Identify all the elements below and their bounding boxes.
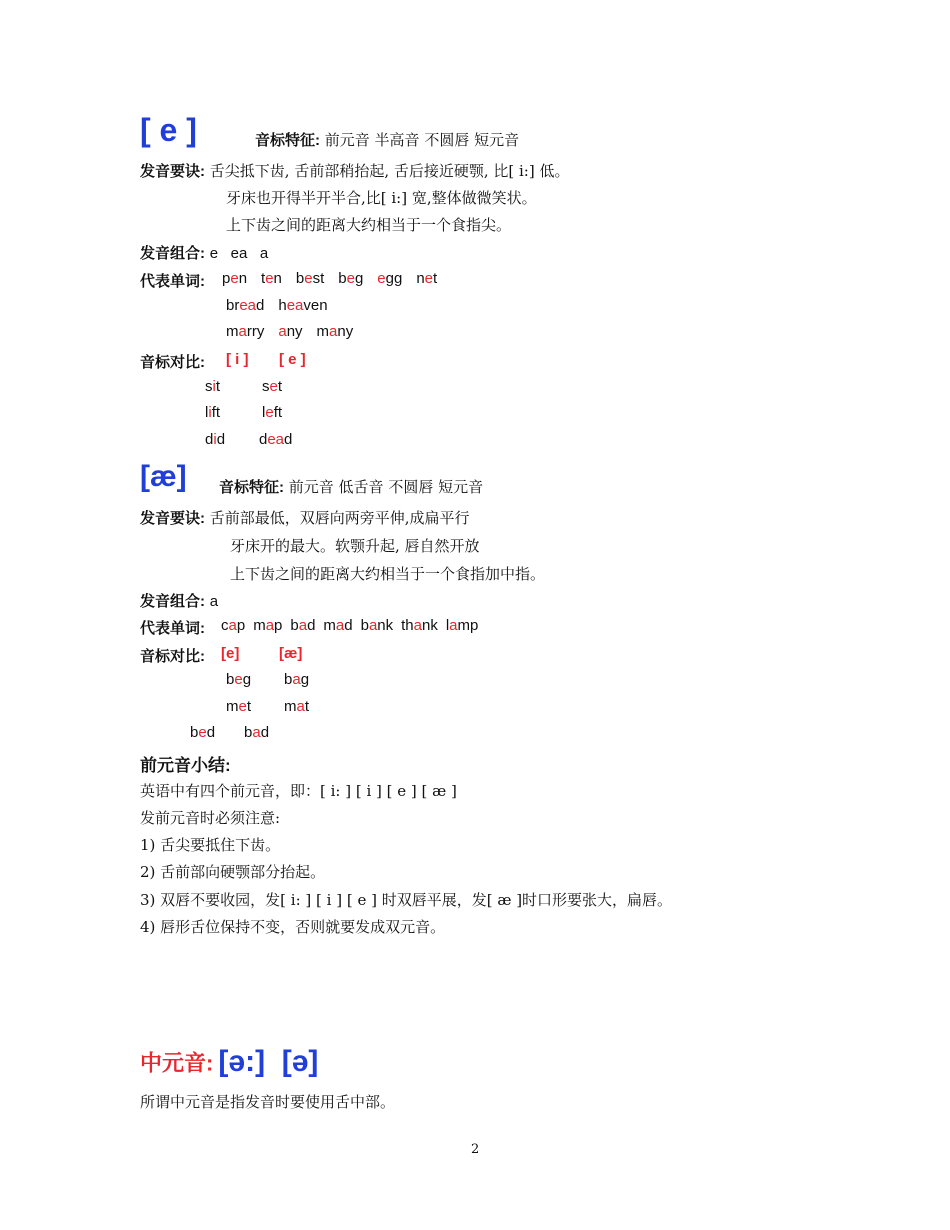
central-symbols: [ə:] [ə]: [218, 1045, 319, 1078]
words-label: 代表单词:: [140, 273, 205, 290]
tips-e-row-1: [140, 160, 569, 181]
summary-line: 发前元音时必须注意:: [140, 809, 281, 827]
highlighted-letters: e: [234, 671, 243, 688]
summary-point: 3) 双唇不要收园，发[ i: ] [ i ] [ e ] 时双唇平展，发[ æ ]时口形要张大，扁唇。: [140, 891, 673, 909]
example-word: thank: [401, 617, 438, 634]
central-heading: [140, 1045, 318, 1079]
compare-b: [ e ]: [279, 351, 306, 368]
highlighted-letters: a: [278, 323, 287, 340]
compare-label: 音标对比:: [140, 648, 205, 665]
tips-ae-row-1: [140, 507, 470, 528]
summary-line: 英语中有四个前元音，即：[ i: ] [ i ] [ e ] [ æ ]: [140, 782, 457, 800]
highlighted-letters: a: [265, 617, 275, 634]
pair-a: did: [205, 431, 226, 448]
example-word: bad: [290, 617, 316, 634]
compare-ae-row: [140, 645, 205, 666]
highlighted-letters: e: [265, 270, 274, 287]
example-word: lamp: [445, 617, 479, 634]
pair-b: bag: [284, 671, 310, 688]
highlighted-letters: e: [424, 270, 433, 287]
highlighted-letters: ea: [267, 431, 285, 448]
tips-label: 发音要诀:: [140, 510, 205, 527]
combo-text: a: [209, 593, 219, 610]
combo-label: 发音组合:: [140, 593, 205, 610]
compare-a: [e]: [221, 645, 240, 662]
example-word: net: [416, 270, 438, 287]
highlighted-letters: e: [198, 724, 207, 741]
highlighted-letters: i: [208, 404, 212, 421]
highlighted-letters: a: [298, 617, 308, 634]
features-label: 音标特征:: [219, 479, 284, 496]
example-word: many: [316, 323, 354, 340]
features-label: 音标特征:: [255, 132, 320, 149]
example-word: best: [295, 270, 325, 287]
highlighted-letters: a: [413, 617, 422, 634]
words-row: [221, 617, 486, 634]
pair-b: mat: [284, 698, 310, 715]
features-text: 前元音 低舌音 不圆唇 短元音: [288, 478, 484, 496]
highlighted-letters: e: [238, 698, 247, 715]
summary-point: 2) 舌前部向硬颚部分抬起。: [140, 863, 326, 881]
example-word: cap: [221, 617, 246, 634]
summary-title: 前元音小结:: [140, 756, 231, 775]
pair-b: dead: [259, 431, 293, 448]
example-word: bread: [226, 297, 265, 314]
tips-line: 上下齿之间的距离大约相当于一个食指尖。: [226, 216, 512, 234]
pair-a: met: [226, 698, 252, 715]
example-word: beg: [338, 270, 364, 287]
highlighted-letters: a: [292, 671, 301, 688]
pair-b: bad: [244, 724, 270, 741]
example-word: pen: [222, 270, 248, 287]
highlighted-letters: a: [449, 617, 458, 634]
combo-text: e ea a: [209, 245, 269, 262]
words-row: [226, 323, 367, 340]
highlighted-letters: e: [304, 270, 313, 287]
example-word: map: [253, 617, 283, 634]
phoneme-e-symbol: [ e ]: [140, 112, 197, 148]
highlighted-letters: e: [377, 270, 386, 287]
words-e-label-row: [140, 270, 205, 291]
combo-label: 发音组合:: [140, 245, 205, 262]
summary-point: 4) 唇形舌位保持不变，否则就要发成双元音。: [140, 918, 446, 936]
highlighted-letters: a: [238, 323, 247, 340]
highlighted-letters: e: [265, 404, 274, 421]
example-word: marry: [226, 323, 265, 340]
highlighted-letters: ea: [239, 297, 257, 314]
combo-e-row: [140, 242, 268, 263]
words-ae-label-row: [140, 617, 205, 638]
pair-b: set: [262, 378, 283, 395]
highlighted-letters: a: [252, 724, 261, 741]
central-label: 中元音:: [140, 1050, 214, 1076]
words-row: [222, 270, 451, 287]
phoneme-ae-features: [219, 476, 483, 497]
pair-a: beg: [226, 671, 252, 688]
combo-ae-row: [140, 590, 218, 611]
tips-line: 上下齿之间的距离大约相当于一个食指加中指。: [230, 565, 546, 583]
compare-e-row: [140, 351, 205, 372]
page-number: 2: [471, 1142, 480, 1157]
highlighted-letters: e: [269, 378, 278, 395]
example-word: mad: [323, 617, 353, 634]
compare-a: [ i ]: [226, 351, 249, 368]
example-word: any: [278, 323, 303, 340]
highlighted-letters: e: [230, 270, 239, 287]
words-label: 代表单词:: [140, 620, 205, 637]
pair-b: left: [262, 404, 283, 421]
tips-label: 发音要诀:: [140, 163, 205, 180]
pair-a: bed: [190, 724, 216, 741]
features-text: 前元音 半高音 不圆唇 短元音: [324, 131, 520, 149]
highlighted-letters: i: [212, 378, 216, 395]
tips-line: 牙床开的最大。软颚升起, 唇自然开放: [230, 537, 480, 555]
pair-a: sit: [205, 378, 221, 395]
highlighted-letters: a: [329, 323, 338, 340]
highlighted-letters: e: [346, 270, 355, 287]
example-word: bank: [360, 617, 394, 634]
highlighted-letters: a: [368, 617, 378, 634]
summary-point: 1) 舌尖要抵住下齿。: [140, 836, 281, 854]
pair-a: lift: [205, 404, 221, 421]
central-desc: 所谓中元音是指发音时要使用舌中部。: [140, 1093, 396, 1111]
compare-b: [æ]: [279, 645, 303, 662]
example-word: ten: [261, 270, 282, 287]
highlighted-letters: ea: [286, 297, 304, 314]
tips-line: 牙床也开得半开半合,比[ i:] 宽,整体做微笑状。: [226, 189, 537, 207]
phoneme-e-features: [255, 129, 519, 150]
compare-label: 音标对比:: [140, 354, 205, 371]
words-row: [226, 297, 342, 314]
highlighted-letters: a: [335, 617, 345, 634]
highlighted-letters: i: [213, 431, 217, 448]
example-word: heaven: [278, 297, 328, 314]
tips-line: 舌尖抵下齿, 舌前部稍抬起, 舌后接近硬颚, 比[ i:] 低。: [209, 162, 570, 180]
example-word: egg: [377, 270, 403, 287]
phoneme-ae-symbol: [æ]: [140, 460, 187, 493]
highlighted-letters: a: [296, 698, 305, 715]
tips-line: 舌前部最低，双唇向两旁平伸,成扁平行: [209, 509, 470, 527]
highlighted-letters: a: [228, 617, 237, 634]
